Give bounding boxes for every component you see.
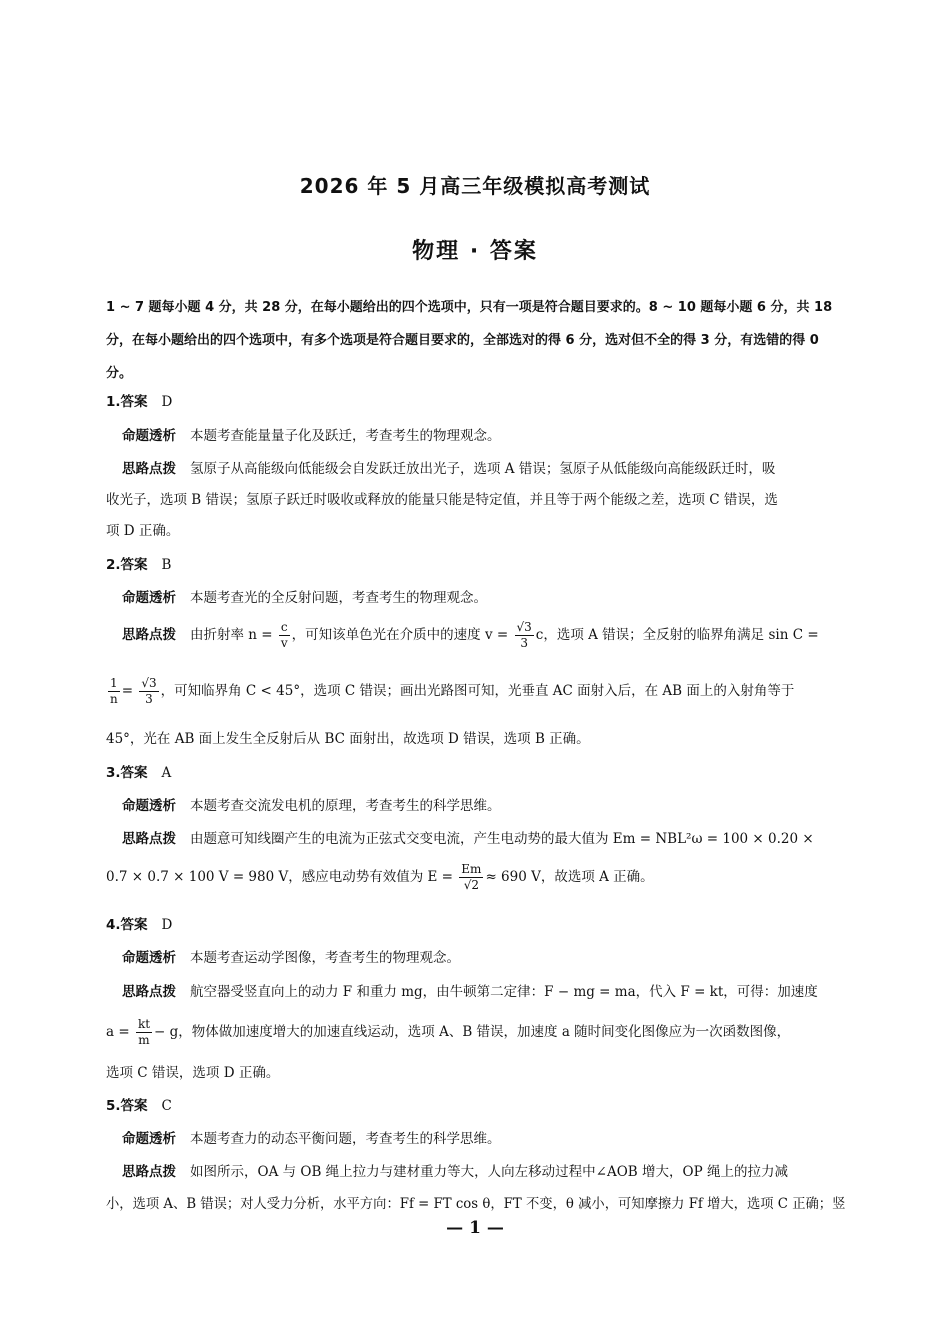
- q5-answer: C: [161, 1098, 172, 1114]
- q1-hint: 思路点拨 氢原子从高能级向低能级会自发跃迁放出光子，选项 A 错误；氢原子从低能级向高能级跃迁时，吸: [122, 461, 776, 477]
- fraction: $\frac{√3}{3}$: [141, 676, 157, 706]
- q5-hint-cont: 小，选项 A、B 错误；对人受力分析，水平方向：Ff = FT cos θ，FT 不变，θ 减小，可知摩擦力 Ff 增大，选项 C 正确；竖: [106, 1196, 846, 1212]
- q4-hint-cont: a = $\frac{kt}{m}$ − g，物体做加速度增大的加速直线运动，选项 A、B 错误，加速度 a 随时间变化图像应为一次函数图像，: [106, 1017, 791, 1047]
- q2-answer-line: 2.答案 B: [106, 557, 172, 573]
- q1-answer: D: [161, 394, 173, 410]
- q4-answer-line: 4.答案 D: [106, 917, 173, 933]
- q3-hint-cont: 0.7 × 0.7 × 100 V = 980 V，感应电动势有效值为 E = $\frac{Em}{√2}$ ≈ 690 V，故选项 A 正确。: [106, 862, 654, 892]
- q3-answer: A: [161, 765, 172, 781]
- q4-hint-end: 选项 C 错误，选项 D 正确。: [106, 1065, 280, 1081]
- q1-hint-end: 项 D 正确。: [106, 523, 180, 539]
- fraction: $\frac{Em}{√2}$: [461, 862, 482, 892]
- fraction: $\frac{kt}{m}$: [137, 1017, 151, 1047]
- q3-intent: 命题透析 本题考查交流发电机的原理，考查考生的科学思维。: [122, 798, 501, 814]
- page-number: — 1 —: [446, 1218, 504, 1238]
- q3-answer-line: 3.答案 A: [106, 765, 172, 781]
- q4-hint: 思路点拨 航空器受竖直向上的动力 F 和重力 mg，由牛顿第二定律：F − mg = ma，代入 F = kt，可得：加速度: [122, 984, 818, 1000]
- q2-intent: 命题透析 本题考查光的全反射问题，考查考生的物理观念。: [122, 590, 487, 606]
- q1-hint-cont: 收光子，选项 B 错误；氢原子跃迁时吸收或释放的能量只能是特定值，并且等于两个能级之差，选项 C 错误，选: [106, 492, 778, 508]
- q1-answer-line: 1.答案 D: [106, 394, 173, 410]
- q2-hint-cont: $\frac{1}{n}$ = $\frac{√3}{3}$ ，可知临界角 C < 45°，选项 C 错误；画出光路图可知，光垂直 AC 面射入后，在 AB 面上的入射角等于: [110, 676, 795, 706]
- fraction: $\frac{1}{n}$: [110, 676, 118, 706]
- q2-answer: B: [161, 557, 172, 573]
- q2-hint: 思路点拨 由折射率 n = $\frac{c}{v}$ ，可知该单色光在介质中的速度 v = $\frac{√3}{3}$ c，选项 A 错误；全反射的临界角满足 sin C =: [122, 620, 819, 650]
- q1-intent: 命题透析 本题考查能量量子化及跃迁，考查考生的物理观念。: [122, 428, 501, 444]
- q4-intent: 命题透析 本题考查运动学图像，考查考生的物理观念。: [122, 950, 460, 966]
- q5-answer-line: 5.答案 C: [106, 1098, 172, 1114]
- q2-hint-end: 45°，光在 AB 面上发生全反射后从 BC 面射出，故选项 D 错误，选项 B 正确。: [106, 731, 590, 747]
- page-title: 2026 年 5 月高三年级模拟高考测试: [299, 174, 651, 198]
- scoring-instructions: 1 ~ 7 题每小题 4 分，共 28 分，在每小题给出的四个选项中，只有一项是符合题目要求的。8 ~ 10 题每小题 6 分，共 18 分，在每小题给出的四个选项中，有多个选项是符合题目要求的，全部选对的得 6 分，选对但不全的得 3 分，有选错的得 0 分。: [106, 300, 833, 381]
- q4-answer: D: [161, 917, 173, 933]
- fraction: $\frac{c}{v}$: [280, 620, 288, 650]
- q3-hint: 思路点拨 由题意可知线圈产生的电流为正弦式交变电流，产生电动势的最大值为 Em = NBL²ω = 100 × 0.20 ×: [122, 831, 814, 847]
- fraction: $\frac{√3}{3}$: [516, 620, 532, 650]
- page-subtitle: 物理 · 答案: [412, 239, 538, 264]
- q5-intent: 命题透析 本题考查力的动态平衡问题，考查考生的科学思维。: [122, 1131, 501, 1147]
- q5-hint: 思路点拨 如图所示，OA 与 OB 绳上拉力与建材重力等大，人向左移动过程中∠AOB 增大，OP 绳上的拉力减: [122, 1164, 788, 1180]
